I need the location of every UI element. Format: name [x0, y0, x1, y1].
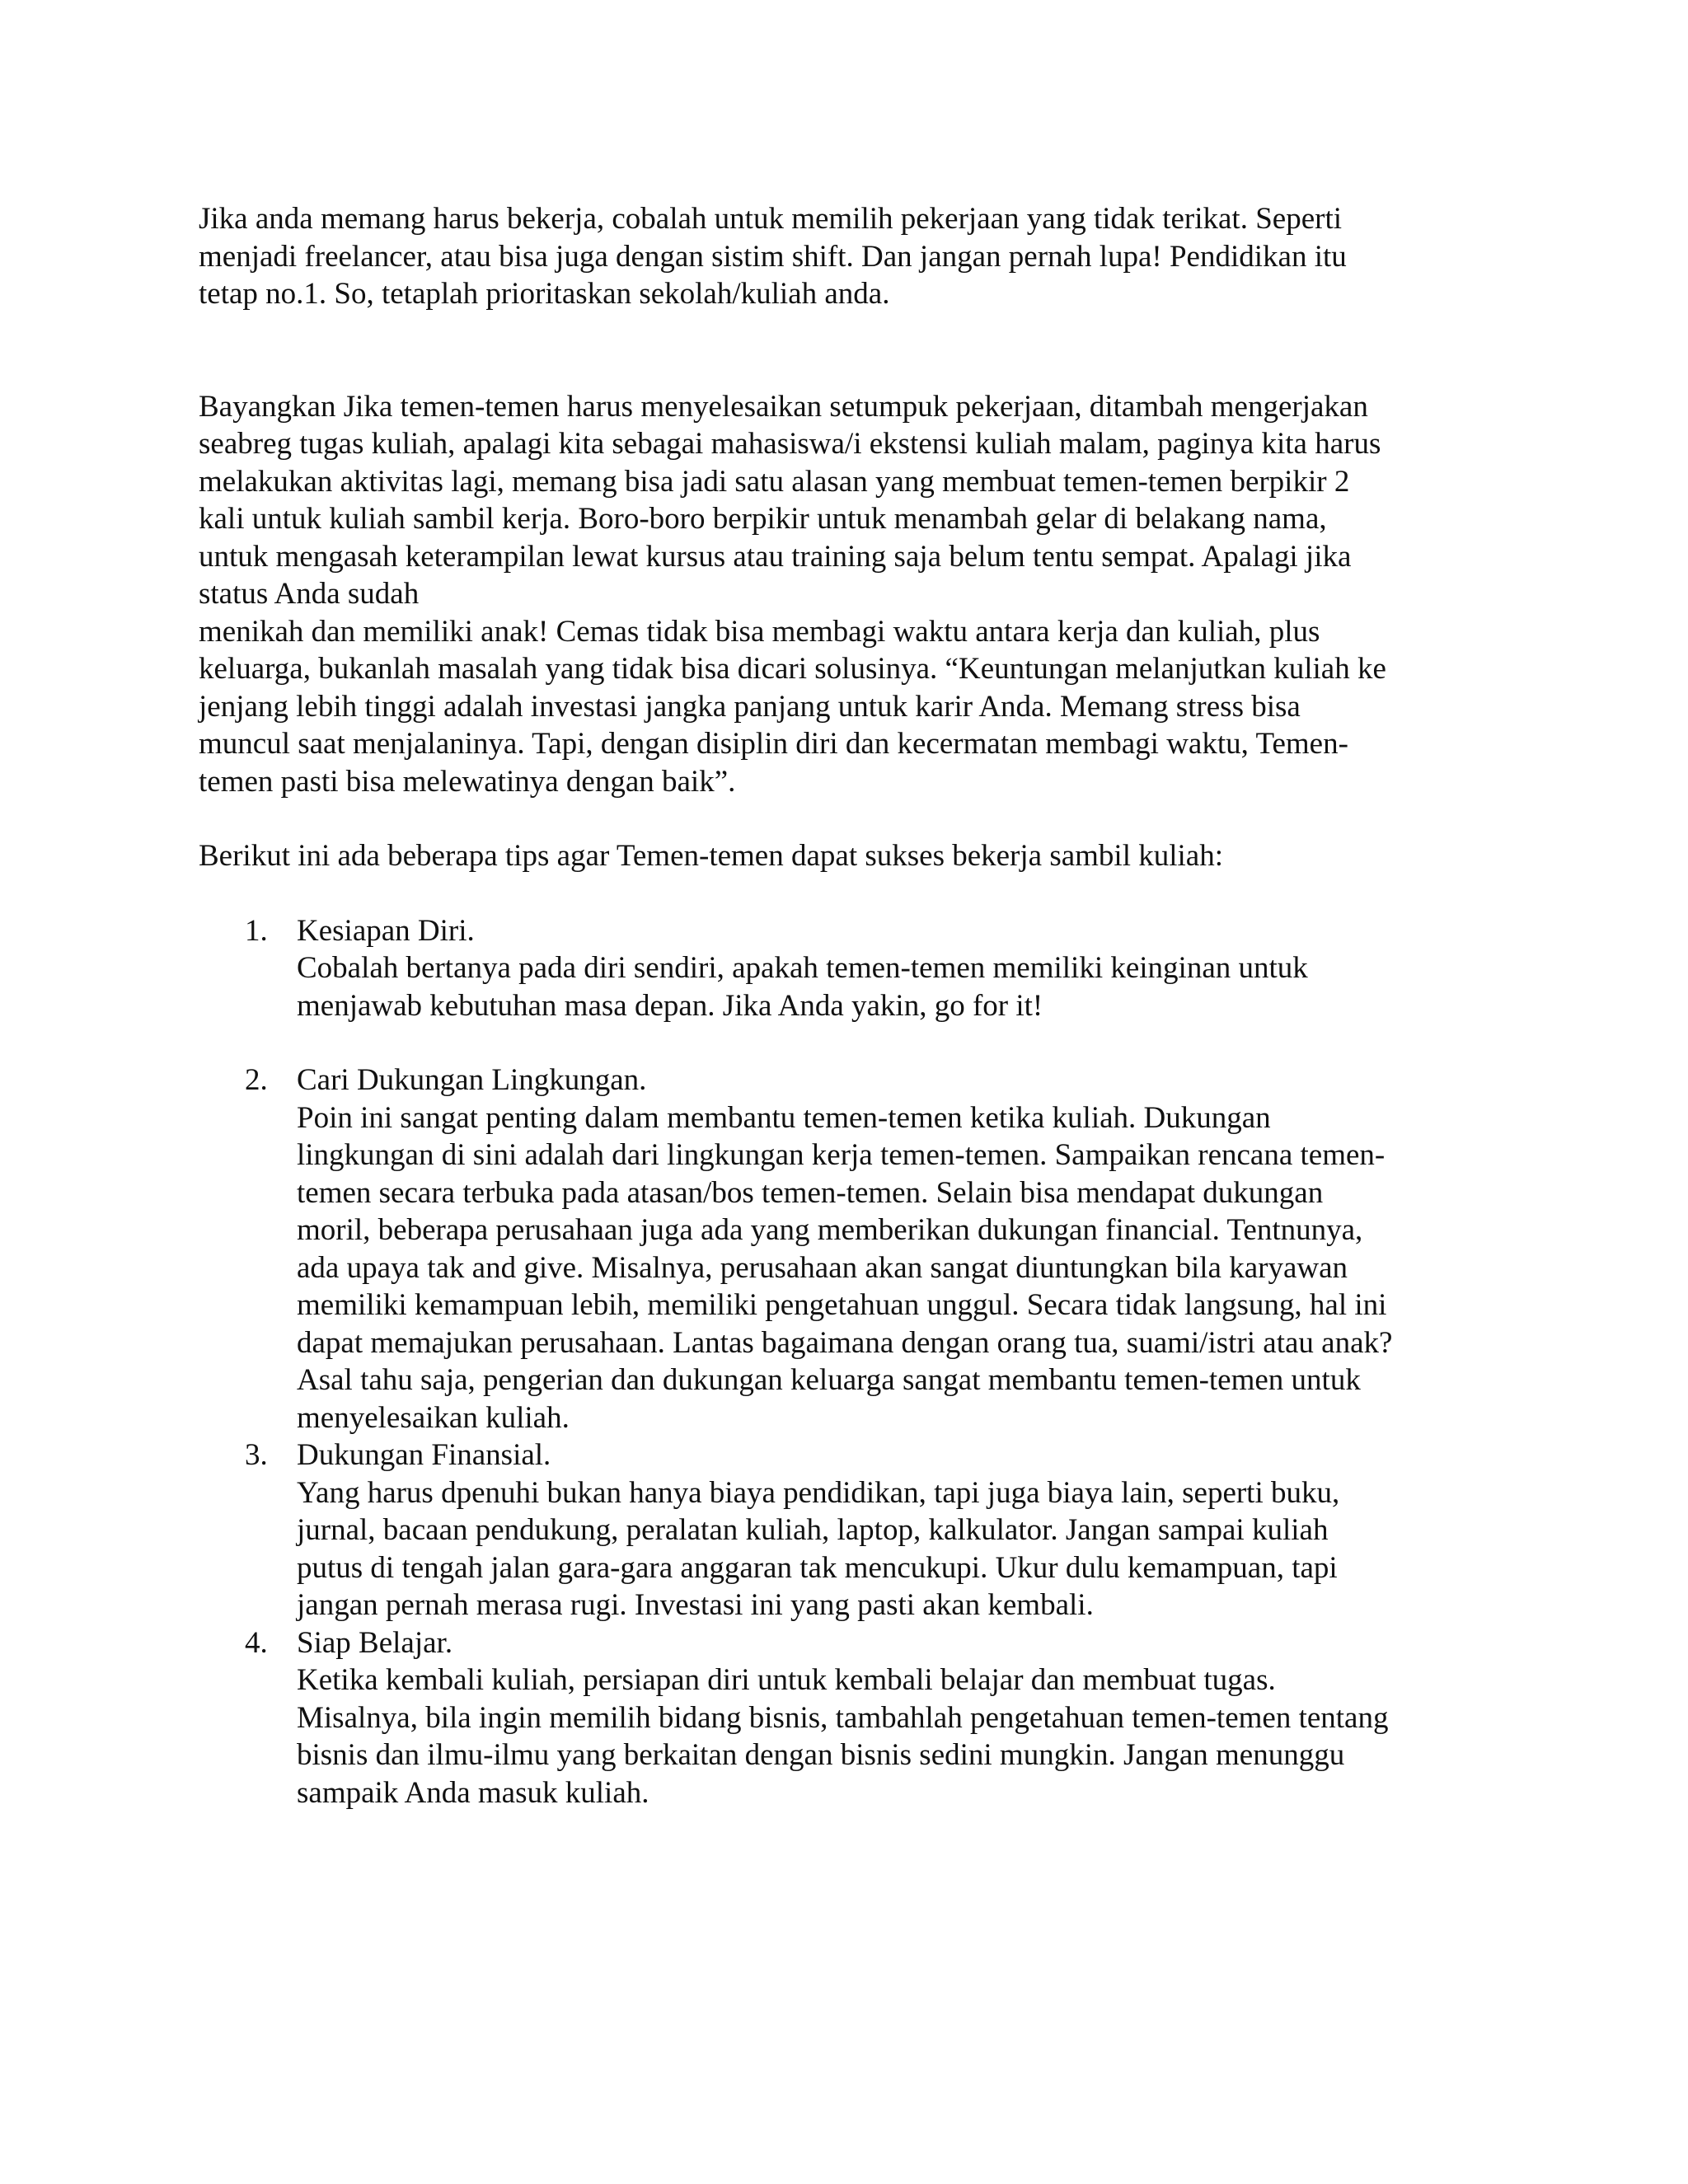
tip-body: Yang harus dpenuhi bukan hanya biaya pendidikan, tapi juga biaya lain, seperti buku, jurnal, bacaan pendukung, peralatan kuliah, laptop, kalkulator. Jangan sampai kuliah putus di tengah jalan gara-gara anggaran tak mencukupi. Ukur dulu kemampuan, tapi jangan pernah merasa rugi. Investasi ini yang pasti akan kembali. [297, 1475, 1340, 1622]
list-item [199, 1062, 1501, 1436]
tip-number: 2. [245, 1063, 268, 1097]
tip-body: Ketika kembali kuliah, persiapan diri untuk kembali belajar dan membuat tugas. Misalnya, bila ingin memilih bidang bisnis, tambahlah pengetahuan temen-temen tentang bisnis dan ilmu-ilmu yang berkaitan dengan bisnis sedini mungkin. Jangan menunggu sampaik Anda masuk kuliah. [297, 1663, 1389, 1810]
intro-paragraph: Jika anda memang harus bekerja, cobalah untuk memilih pekerjaan yang tidak terikat. Seperti menjadi freelancer, atau bisa juga dengan sistim shift. Dan jangan pernah lupa! Pendidikan itu tetap no.1. So, tetaplah prioritaskan sekolah/kuliah anda. [199, 202, 1347, 311]
list-item [199, 912, 1501, 1025]
list-item [199, 1436, 1501, 1624]
document-body [199, 200, 1501, 1811]
tips-list [199, 912, 1501, 1812]
tip-number: 4. [245, 1625, 268, 1660]
tip-title: Cari Dukungan Lingkungan. [297, 1063, 647, 1097]
list-item [199, 1624, 1501, 1812]
tip-title: Kesiapan Diri. [297, 913, 475, 948]
tip-title: Dukungan Finansial. [297, 1438, 551, 1472]
tip-body: Cobalah bertanya pada diri sendiri, apakah temen-temen memiliki keinginan untuk menjawab kebutuhan masa depan. Jika Anda yakin, go for it! [297, 951, 1308, 1023]
tip-title: Siap Belajar. [297, 1625, 453, 1660]
tip-body: Poin ini sangat penting dalam membantu temen-temen ketika kuliah. Dukungan lingkungan di sini adalah dari lingkungan kerja temen-temen. Sampaikan rencana temen- temen secara terbuka pada atasan/bos temen-temen. Selain bisa mendapat dukungan moril, beberapa perusahaan juga ada yang memberikan dukungan financial. Tentnunya, ada upaya tak and give. Misalnya, perusahaan akan sangat diuntungkan bila karyawan memiliki kemampuan lebih, memiliki pengetahuan unggul. Secara tidak langsung, hal ini dapat memajukan perusahaan. Lantas bagaimana dengan orang tua, suami/istri atau anak? Asal tahu saja, pengerian dan dukungan keluarga sangat membantu temen-temen untuk menyelesaikan kuliah. [297, 1100, 1393, 1435]
tip-number: 1. [245, 913, 268, 948]
story-paragraph-part2: menikah dan memiliki anak! Cemas tidak bisa membagi waktu antara kerja dan kuliah, plus keluarga, bukanlah masalah yang tidak bisa dicari solusinya. “Keuntungan melanjutkan kuliah ke jenjang lebih tinggi adalah investasi jangka panjang untuk karir Anda. Memang stress bisa muncul saat menjalaninya. Tapi, dengan disiplin diri dan kecermatan membagi waktu, Temen- temen pasti bisa melewatinya dengan baik”. [199, 614, 1386, 799]
story-paragraph-part1: Bayangkan Jika temen-temen harus menyelesaikan setumpuk pekerjaan, ditambah mengerjakan seabreg tugas kuliah, apalagi kita sebagai mahasiswa/i ekstensi kuliah malam, paginya kita harus melakukan aktivitas lagi, memang bisa jadi satu alasan yang membuat temen-temen berpikir 2 kali untuk kuliah sambil kerja. Boro-boro berpikir untuk menambah gelar di belakang nama, untuk mengasah keterampilan lewat kursus atau training saja belum tentu sempat. Apalagi jika status Anda sudah [199, 389, 1381, 611]
tips-lead-paragraph: Berikut ini ada beberapa tips agar Temen-temen dapat sukses bekerja sambil kuliah: [199, 839, 1224, 873]
tip-number: 3. [245, 1438, 268, 1472]
